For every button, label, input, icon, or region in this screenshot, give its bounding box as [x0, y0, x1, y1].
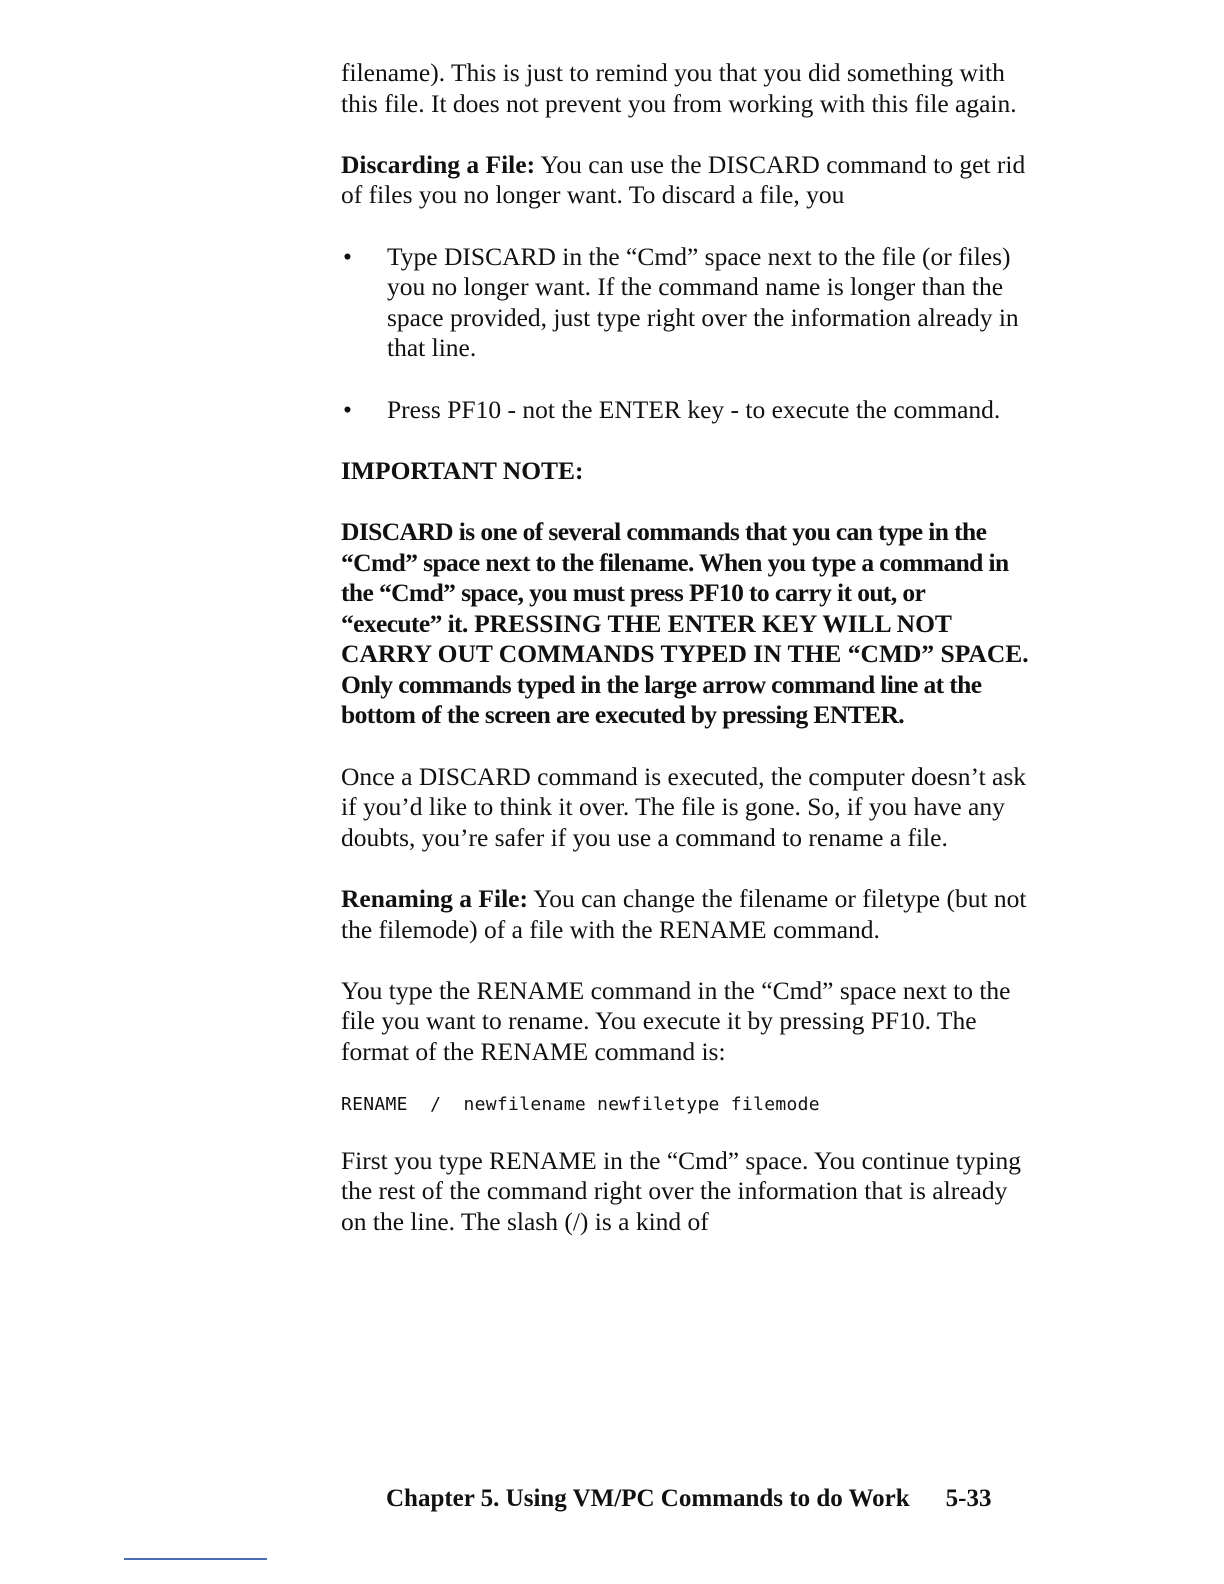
page-content — [341, 58, 1031, 1237]
list-item — [341, 242, 1031, 364]
discarding-text: You can use the DISCARD command to get rid of files you no longer want. To discard a file, you — [341, 149, 1026, 210]
rename-usage-paragraph: You type the RENAME command in the “Cmd” space next to the file you want to rename. You execute it by pressing PF10. The format of the RENAME command is: — [341, 975, 1011, 1066]
important-note-caps: PRESSING THE ENTER KEY WILL NOT CARRY OUT COMMANDS TYPED IN THE “CMD” SPACE. — [341, 608, 1029, 669]
important-note-part2: Only commands typed in the large arrow command line at the bottom of the screen are executed by pressing ENTER. — [341, 669, 982, 730]
discard-warning-paragraph: Once a DISCARD command is executed, the computer doesn’t ask if you’d like to think it over. The file is gone. So, if you have any doubts, you’re safer if you use a command to rename a file. — [341, 761, 1027, 852]
discarding-heading: Discarding a File: — [341, 149, 536, 179]
list-item-text: Type DISCARD in the “Cmd” space next to the file (or files) you no longer want. If the command name is longer than the space provided, just type right over the information already in that line. — [387, 241, 1019, 363]
chapter-title: Chapter 5. Using VM/PC Commands to do Work — [386, 1485, 910, 1512]
renaming-text: You can change the filename or filetype (but not the filemode) of a file with the RENAME command. — [341, 884, 1027, 944]
footer-rule — [124, 1558, 267, 1560]
rename-steps-paragraph: First you type RENAME in the “Cmd” space. You continue typing the rest of the command right over the information that is already on the line. The slash (/) is a kind of — [341, 1145, 1021, 1236]
list-item — [341, 395, 1031, 426]
important-note-heading: IMPORTANT NOTE: — [341, 455, 584, 485]
rename-syntax: RENAME / newfilename newfiletype filemode — [341, 1093, 820, 1115]
discard-steps-list — [341, 242, 1031, 426]
discarding-paragraph — [341, 150, 1031, 211]
renaming-paragraph — [341, 884, 1031, 945]
intro-continued-paragraph: filename). This is just to remind you that you did something with this file. It does not prevent you from working with this file again. — [341, 58, 1017, 118]
list-item-text: Press PF10 - not the ENTER key - to execute the command. — [387, 394, 1001, 424]
page-number: 5-33 — [945, 1485, 992, 1512]
important-note-body — [341, 517, 1031, 731]
page-footer — [386, 1484, 1026, 1514]
bullet-icon: • — [343, 241, 352, 271]
renaming-heading: Renaming a File: — [341, 884, 528, 914]
important-note-part1: DISCARD is one of several commands that you can type in the “Cmd” space next to the filename. When you type a command in the “Cmd” space, you must press PF10 to carry it out, or “execute” it. — [341, 516, 1009, 638]
bullet-icon: • — [343, 394, 352, 424]
